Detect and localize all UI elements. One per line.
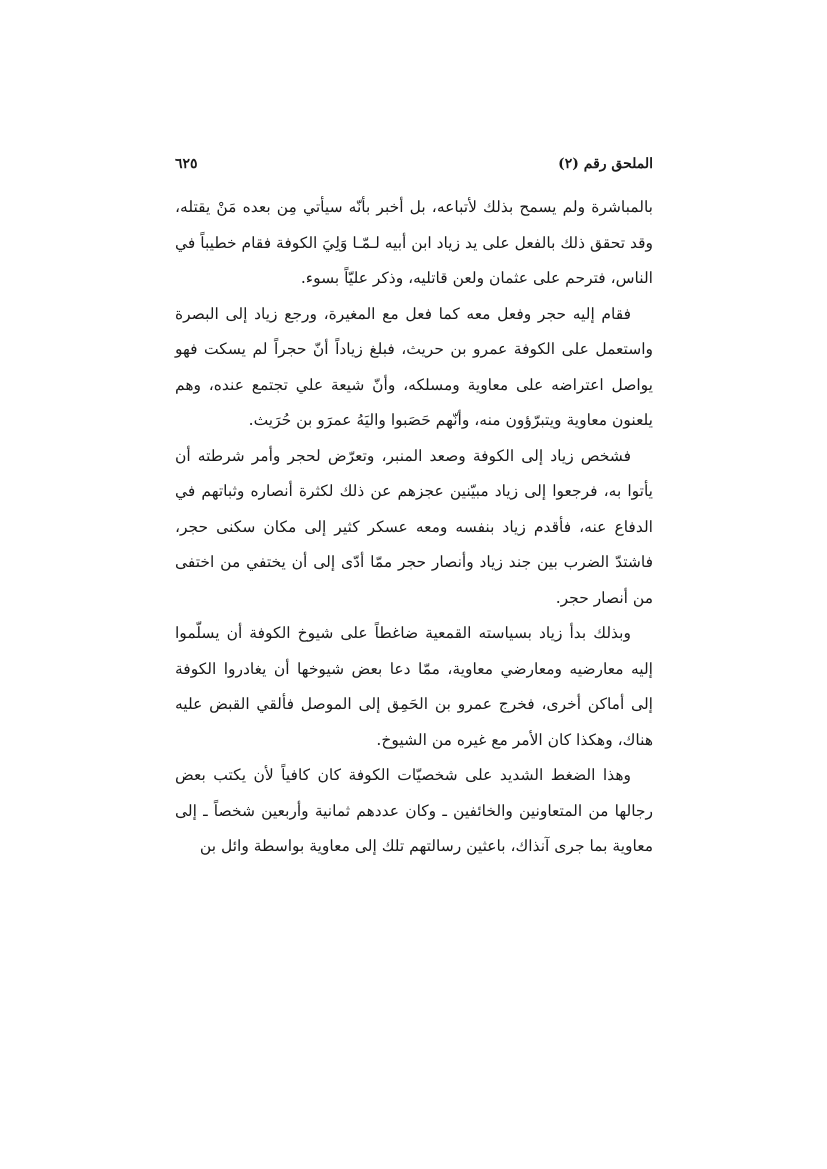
paragraph-4: وبذلك بدأ زياد بسياسته القمعية ضاغطاً على شيوخ الكوفة أن يسلّموا إليه معارضيه ومعارضي معاوية، ممّا دعا بعض شيوخها أن يغادروا الكوفة إلى أماكن أخرى، فخرج عمرو بن الحَمِق إلى الموصل فألقي القبض عليه هناك، وهكذا كان الأمر مع غيره من الشيوخ. xyxy=(175,624,653,749)
running-title: الملحق رقم (٢) xyxy=(558,156,653,172)
book-page xyxy=(175,150,653,865)
paragraph-3: فشخص زياد إلى الكوفة وصعد المنبر، وتعرّض لحجر وأمر شرطته أن يأتوا به، فرجعوا إلى زياد مبيّنين عجزهم عن ذلك لكثرة أنصاره وثباتهم في الدفاع عنه، فأقدم زياد بنفسه ومعه عسكر كثير إلى مكان سكنى حجر، فاشتدّ الضرب بين جند زياد وأنصار حجر ممّا أدّى إلى أن يختفي من اختفى من أنصار حجر. xyxy=(175,446,653,607)
paragraph-1: بالمباشرة ولم يسمح بذلك لأتباعه، بل أخبر بأنّه سيأتي مِن بعده مَنْ يقتله، وقد تحقق ذلك بالفعل على يد زياد ابن أبيه لـمّـا وَلِيَ الكوفة فقام خطيباً في الناس، فترحم على عثمان ولعن قاتليه، وذكر عليّاً بسوء. xyxy=(174,198,653,287)
page-number: ٦٢٥ xyxy=(175,156,198,172)
body-text xyxy=(175,190,653,865)
paragraph-2: فقام إليه حجر وفعل معه كما فعل مع المغيرة، ورجع زياد إلى البصرة واستعمل على الكوفة عمرو بن حريث، فبلغ زياداً أنّ حجراً لم يسكت فهو يواصل اعتراضه على معاوية ومسلكه، وأنّ شيعة علي تجتمع عنده، وهم يلعنون معاوية ويتبرّؤون منه، وأنّهم حَصَبوا واليَهُ عمرَو بن حُرَيث. xyxy=(175,304,653,429)
running-header xyxy=(175,150,653,180)
paragraph-5: وهذا الضغط الشديد على شخصيّات الكوفة كان كافياً لأن يكتب بعض رجالها من المتعاونين والخائفين ـ وكان عددهم ثمانية وأربعين شخصاً ـ إلى معاوية بما جرى آنذاك، باعثين رسالتهم تلك إلى معاوية بواسطة وائل بن xyxy=(175,766,653,855)
